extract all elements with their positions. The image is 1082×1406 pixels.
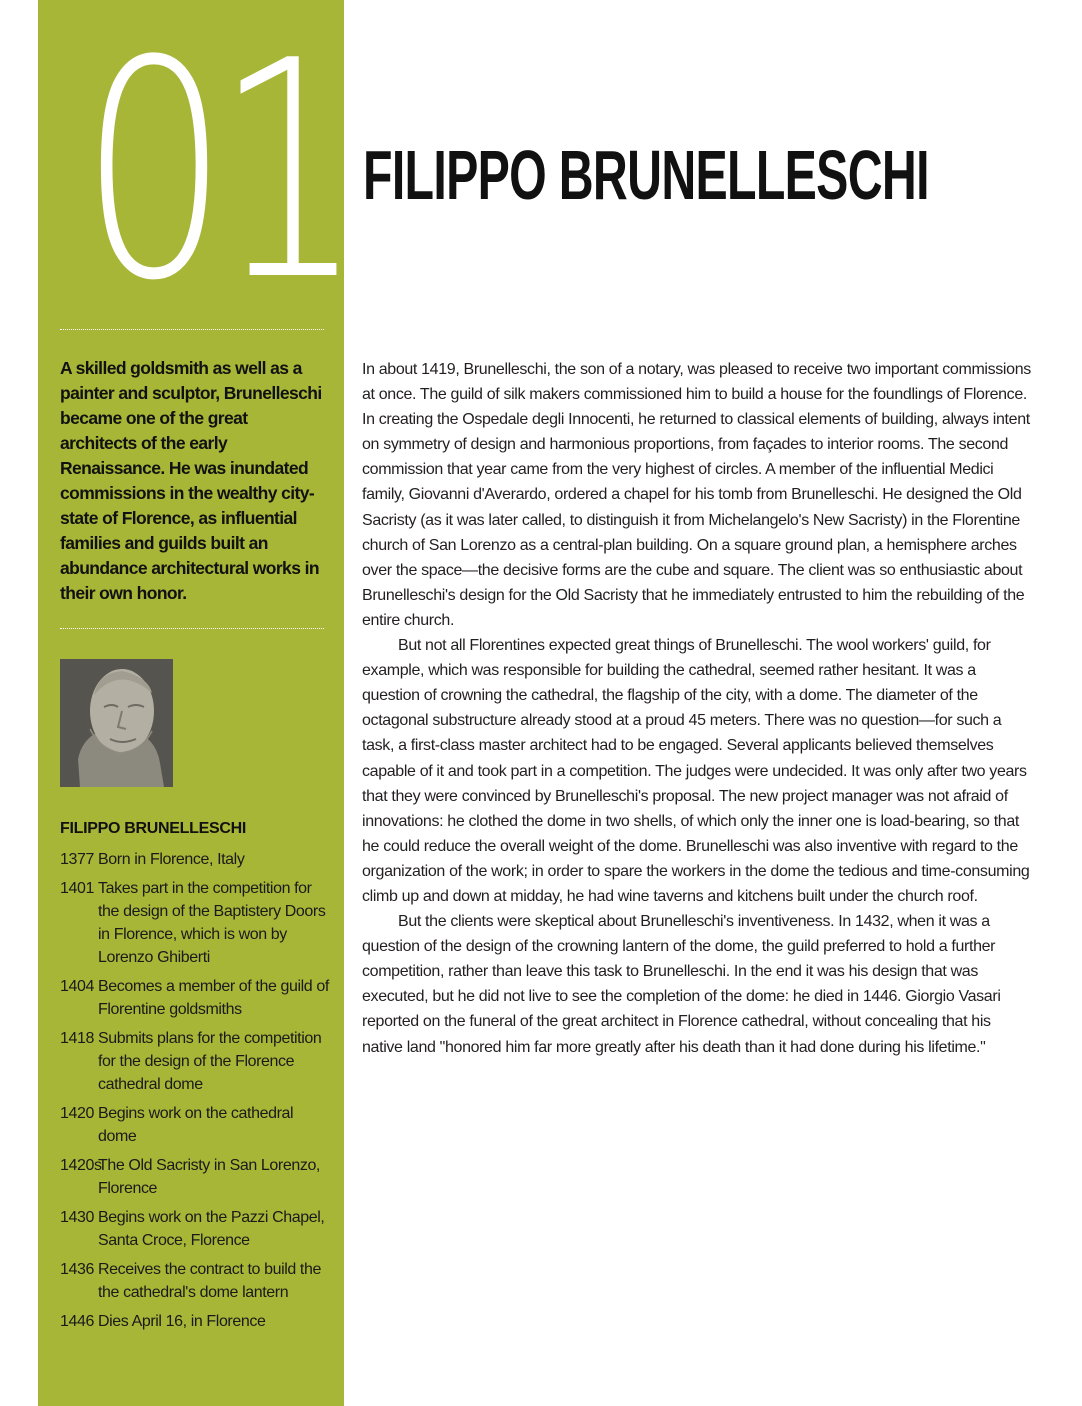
page-title: FILIPPO BRUNELLESCHI: [363, 136, 929, 214]
timeline-year: 1401: [60, 880, 94, 897]
divider: [60, 628, 324, 629]
timeline-item: [60, 975, 330, 1021]
paragraph: In about 1419, Brunelleschi, the son of a notary, was pleased to receive two important commissions at once. The guild of silk makers commissioned him to build a house for the foundlings of Florence. In creating the Ospedale degli Innocenti, he returned to classical elements of building, always intent on symmetry of design and harmonious proportions, from façades to interior rooms. The second commission that year came from the very highest of circles. A member of the influential Medici family, Giovanni d'Averardo, ordered a chapel for his tomb from Brunelleschi. He designed the Old Sacristy (as it was later called, to distinguish it from Michelangelo's New Sacristy) in the Florentine church of San Lorenzo as a central-plan building. On a square ground plan, a hemisphere arches over the space—the decisive forms are the cube and square. The client was so enthusiastic about Brunelleschi's design for the Old Sacristy that he immediately entrusted to him the rebuilding of the entire church.: [362, 361, 1031, 629]
timeline-text: Receives the contract to build the the cathedral's dome lantern: [98, 1261, 321, 1301]
paragraph: But not all Florentines expected great things of Brunelleschi. The wool workers' guild, for example, which was responsible for building the cathedral, seemed rather hesitant. It was a question of crowning the cathedral, the flagship of the city, with a dome. The diameter of the octagonal substructure already stood at a proud 45 meters. There was no question—for such a task, a first-class master architect had to be engaged. Several applicants believed themselves capable of it and took part in a competition. The judges were undecided. It was only after two years that they were convinced by Brunelleschi's proposal. The new project manager was not afraid of innovations: he clothed the dome in two shells, of which only the inner one is load-bearing, so that he could reduce the overall weight of the dome. Brunelleschi was also inventive with regard to the organization of the work; in order to spare the workers in the dome the tedious and time-consuming climb up and down at midday, he had wine taverns and kitchens built under the church roof.: [362, 637, 1030, 905]
timeline-year: 1404: [60, 978, 94, 995]
portrait-image: [60, 659, 173, 787]
divider: [60, 329, 324, 330]
timeline-item: [60, 1102, 330, 1148]
timeline-text: Begins work on the cathedral dome: [98, 1105, 294, 1145]
timeline-year: 1418: [60, 1030, 94, 1047]
timeline-item: [60, 1258, 330, 1304]
chapter-number: 01: [80, 0, 350, 346]
timeline-item: [60, 877, 330, 969]
timeline-title: FILIPPO BRUNELLESCHI: [60, 820, 247, 837]
timeline-item: [60, 1027, 330, 1096]
timeline-text: Dies April 16, in Florence: [98, 1313, 266, 1330]
article-body: [362, 357, 1034, 1060]
timeline-text: Submits plans for the competition for the design of the Florence cathedral dome: [98, 1030, 322, 1093]
timeline-year: 1436: [60, 1261, 94, 1278]
timeline-text: Born in Florence, Italy: [98, 851, 245, 868]
portrait-bust-illustration: [60, 659, 173, 787]
timeline-text: Becomes a member of the guild of Florentine goldsmiths: [98, 978, 329, 1018]
timeline-year: 1420s: [60, 1157, 102, 1174]
timeline-item: [60, 1206, 330, 1252]
timeline-item: [60, 1154, 330, 1200]
timeline-year: 1420: [60, 1105, 94, 1122]
timeline-text: Takes part in the competition for the design of the Baptistery Doors in Florence, which is won by Lorenzo Ghiberti: [98, 880, 326, 966]
paragraph: But the clients were skeptical about Brunelleschi's inventiveness. In 1432, when it was a question of the design of the crowning lantern of the dome, the guild preferred to hold a further competition, rather than leave this task to Brunelleschi. In the end it was his design that was executed, but he did not live to see the completion of the dome: he died in 1446. Giorgio Vasari reported on the funeral of the great architect in Florence cathedral, without concealing that his native land "honored him far more greatly after his death than it had done during his lifetime.": [362, 913, 1001, 1056]
timeline-year: 1377: [60, 851, 94, 868]
timeline-list: [60, 848, 330, 1339]
intro-text: A skilled goldsmith as well as a painter and sculptor, Brunelleschi became one of the great architects of the early Renaissance. He was inundated commissions in the wealthy city-state of Florence, as influential families and guilds built an abundance architectural works in their own honor.: [60, 358, 322, 603]
timeline-year: 1430: [60, 1209, 94, 1226]
timeline-text: Begins work on the Pazzi Chapel, Santa Croce, Florence: [98, 1209, 325, 1249]
timeline-text: The Old Sacristy in San Lorenzo, Florence: [98, 1157, 320, 1197]
timeline-item: [60, 1310, 330, 1333]
timeline-item: [60, 848, 330, 871]
timeline-year: 1446: [60, 1313, 94, 1330]
